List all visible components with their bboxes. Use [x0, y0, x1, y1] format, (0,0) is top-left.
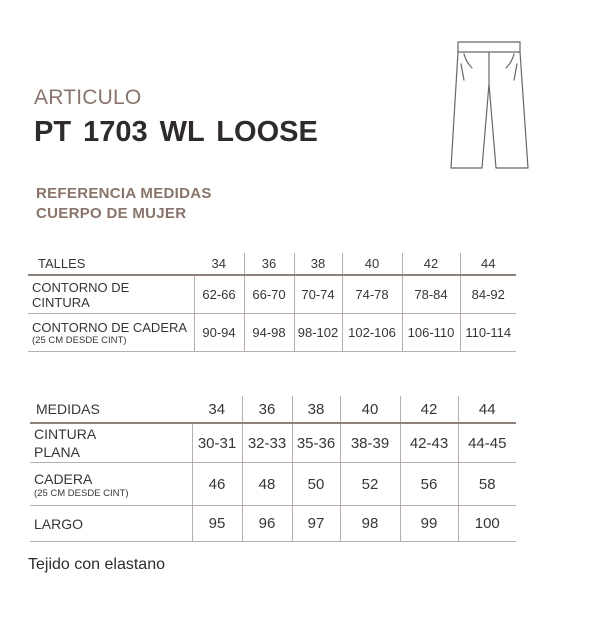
row-label	[28, 314, 194, 352]
table-cell: 35-36	[292, 423, 340, 463]
table-row	[30, 423, 516, 463]
table-cell: 38-39	[340, 423, 400, 463]
table-cell: 102-106	[342, 314, 402, 352]
articulo-label: ARTICULO	[34, 86, 142, 109]
size-header-cell: 34	[192, 396, 242, 423]
table-cell: 56	[400, 463, 458, 506]
size-header-cell: 36	[244, 253, 294, 275]
table-cell: 78-84	[402, 275, 460, 314]
talles-header-row	[28, 253, 516, 275]
table-cell: 90-94	[194, 314, 244, 352]
row-label-line2: CINTURA	[32, 294, 90, 310]
table-cell: 46	[192, 463, 242, 506]
size-header-cell: 34	[194, 253, 244, 275]
size-header-cell: 40	[342, 253, 402, 275]
row-label	[30, 423, 192, 463]
table-cell: 94-98	[244, 314, 294, 352]
loose-pants-icon	[448, 40, 532, 174]
product-title: PT 1703 WL LOOSE	[34, 116, 318, 148]
row-label-line2: PLANA	[34, 444, 80, 460]
table-cell: 96	[242, 506, 292, 542]
talles-header-label: TALLES	[28, 253, 194, 275]
medidas-table	[30, 396, 516, 542]
table-cell: 99	[400, 506, 458, 542]
talles-table	[28, 253, 516, 352]
size-header-cell: 42	[400, 396, 458, 423]
table-row	[28, 314, 516, 352]
table-row	[28, 275, 516, 314]
table-cell: 58	[458, 463, 516, 506]
table-cell: 30-31	[192, 423, 242, 463]
size-header-cell: 42	[402, 253, 460, 275]
table-cell: 110-114	[460, 314, 516, 352]
row-label-line1: CONTORNO DE	[32, 279, 130, 295]
table-cell: 74-78	[342, 275, 402, 314]
medidas-header-row	[30, 396, 516, 423]
row-label-line1: LARGO	[34, 515, 84, 532]
row-label	[30, 506, 192, 542]
table-cell: 62-66	[194, 275, 244, 314]
table-cell: 95	[192, 506, 242, 542]
row-label	[30, 463, 192, 506]
table-cell: 50	[292, 463, 340, 506]
table-cell: 84-92	[460, 275, 516, 314]
table-row	[30, 506, 516, 542]
table-cell: 44-45	[458, 423, 516, 463]
row-label-line1: CONTORNO DE CADERA	[32, 319, 188, 335]
row-label-line1: CADERA	[34, 470, 93, 487]
size-header-cell: 40	[340, 396, 400, 423]
size-header-cell: 44	[460, 253, 516, 275]
table-row	[30, 463, 516, 506]
table-cell: 70-74	[294, 275, 342, 314]
size-header-cell: 36	[242, 396, 292, 423]
size-header-cell: 38	[294, 253, 342, 275]
row-label	[28, 275, 194, 314]
table-cell: 52	[340, 463, 400, 506]
fabric-note: Tejido con elastano	[28, 556, 165, 573]
reference-heading-line2: CUERPO DE MUJER	[36, 205, 187, 222]
table-cell: 97	[292, 506, 340, 542]
row-label-line2: (25 CM DESDE CINT)	[34, 487, 129, 499]
table-cell: 98	[340, 506, 400, 542]
reference-heading-line1: REFERENCIA MEDIDAS	[36, 185, 212, 202]
size-header-cell: 44	[458, 396, 516, 423]
table-cell: 100	[458, 506, 516, 542]
table-cell: 66-70	[244, 275, 294, 314]
size-header-cell: 38	[292, 396, 340, 423]
table-cell: 98-102	[294, 314, 342, 352]
row-label-line2: (25 CM DESDE CINT)	[32, 334, 127, 346]
row-label-line1: CINTURA	[34, 426, 97, 442]
medidas-header-label: MEDIDAS	[30, 396, 192, 423]
table-cell: 42-43	[400, 423, 458, 463]
table-cell: 32-33	[242, 423, 292, 463]
table-cell: 106-110	[402, 314, 460, 352]
table-cell: 48	[242, 463, 292, 506]
